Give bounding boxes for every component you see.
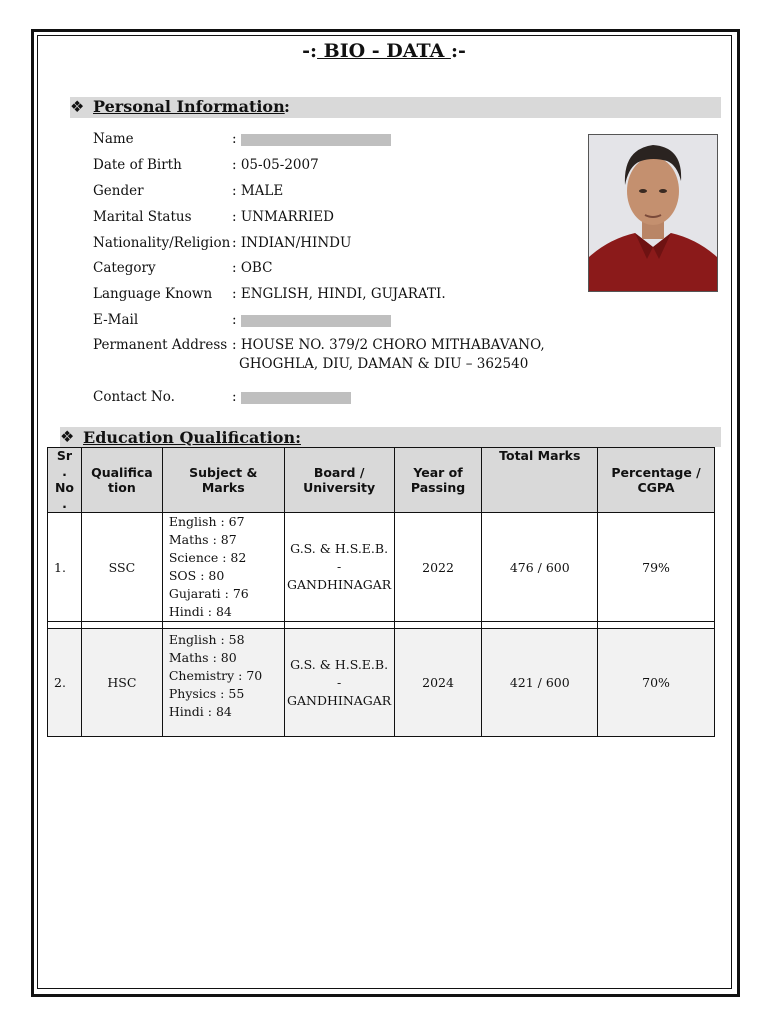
header-board: Board / University [284,448,394,513]
cell-year: 2024 [394,629,482,737]
value-marital: : UNMARRIED [232,209,334,225]
cell-subjects: English : 58 Maths : 80 Chemistry : 70 Physics : 55 Hindi : 84 [162,629,284,737]
personal-heading-colon: : [284,97,290,116]
person-photo [588,134,718,292]
value-address-line1: : HOUSE NO. 379/2 CHORO MITHABAVANO, [232,337,545,353]
diamond-bullet-icon: ❖ [60,427,75,446]
table-row [48,629,715,737]
title-suffix: :- [450,40,466,62]
table-header-row [48,448,715,513]
cell-year: 2022 [394,513,482,622]
value-address-line2: GHOGHLA, DIU, DAMAN & DIU – 362540 [239,356,529,372]
cell-qualification: SSC [81,513,162,622]
value-nationality: : INDIAN/HINDU [232,235,352,251]
table-spacer-row [48,622,715,629]
page-title [0,40,768,62]
label-address: Permanent Address [93,337,228,353]
label-language: Language Known [93,286,213,302]
cell-subjects: English : 67 Maths : 87 Science : 82 SOS : 80 Gujarati : 76 Hindi : 84 [162,513,284,622]
cell-total: 421 / 600 [482,629,598,737]
label-contact: Contact No. [93,389,175,405]
cell-sr: 1. [48,513,82,622]
diamond-bullet-icon: ❖ [70,97,85,116]
cell-percentage: 79% [598,513,715,622]
value-category: : OBC [232,260,273,276]
value-name: : [232,131,391,147]
label-dob: Date of Birth [93,157,182,173]
value-gender: : MALE [232,183,284,199]
header-qualification: Qualifica tion [81,448,162,513]
cell-board: G.S. & H.S.E.B. - GANDHINAGAR [284,629,394,737]
label-name: Name [93,131,134,147]
label-category: Category [93,260,156,276]
header-year: Year of Passing [394,448,482,513]
education-table [47,447,715,737]
header-sr-no: Sr . No . [48,448,82,513]
label-gender: Gender [93,183,144,199]
label-marital: Marital Status [93,209,192,225]
value-contact: : [232,389,351,405]
title-text: BIO - DATA [317,40,451,62]
value-language: : ENGLISH, HINDI, GUJARATI. [232,286,446,302]
personal-heading: Personal Information [93,97,285,116]
header-subject-marks: Subject & Marks [162,448,284,513]
value-dob: : 05-05-2007 [232,157,319,173]
header-percentage: Percentage / CGPA [598,448,715,513]
education-heading: Education Qualification: [83,428,301,447]
cell-total: 476 / 600 [482,513,598,622]
cell-percentage: 70% [598,629,715,737]
value-email: : [232,312,391,328]
label-email: E-Mail [93,312,139,328]
label-nationality: Nationality/Religion [93,235,231,251]
header-total-marks: Total Marks [482,448,598,513]
table-row [48,513,715,622]
title-prefix: -: [302,40,318,62]
cell-sr: 2. [48,629,82,737]
cell-qualification: HSC [81,629,162,737]
cell-board: G.S. & H.S.E.B. - GANDHINAGAR [284,513,394,622]
